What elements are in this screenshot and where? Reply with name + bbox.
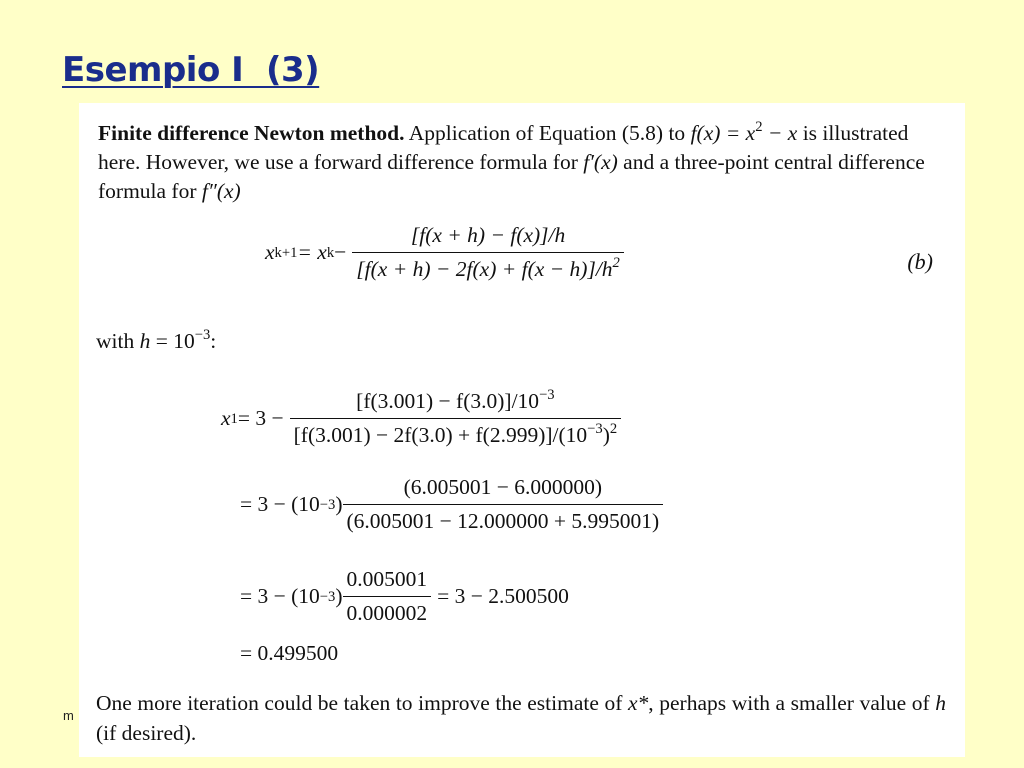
eq-b-denominator-sup: 2 [612,254,620,271]
step1-eq: = 3 − [237,406,284,430]
step1-numerator-sup: −3 [539,386,555,403]
closing-text-2: , perhaps with a smaller value of [648,691,936,715]
step-2: = 3 − (10 −3 ) $\frac{(6.005001 - 6.000000)}{(6.005001 - 12.000000 + 5.995001)}$ [240,475,669,534]
eq-b-fraction [352,223,624,282]
with-eq: = 10 [150,329,195,353]
eq-b-minus: − [334,240,347,264]
step1-numerator-text: [f(3.001) − f(3.0)]/10 [356,389,540,413]
intro-fx: f(x) = x [690,121,756,145]
step-4 [240,641,338,666]
intro-fprime: f′(x) [583,150,618,174]
intro-text-1: Application of Equation (5.8) to [408,121,691,145]
step3-numerator: 0.005001 [346,567,428,591]
with-colon: : [210,329,217,353]
step3-suffix: = 3 − 2.500500 [437,584,569,608]
eq-b-mid: = x [297,240,327,264]
intro-fdoubleprime: f″(x) [201,179,241,203]
step3-prefix-tail: ) [335,584,343,608]
slide-footnote: m [63,708,74,723]
eq-b-denominator [352,252,624,282]
step3-denominator: 0.000002 [343,596,432,626]
step4-text: = 0.499500 [240,641,339,665]
intro-fx-exp: 2 [755,118,763,135]
intro-fx-tail: − x [762,121,798,145]
intro-text-3: and a three-point central difference formula for [98,150,925,203]
eq-b-denominator-text: [f(x + h) − 2f(x) + f(x − h)]/h [356,257,613,281]
step1-denominator [290,418,622,448]
step3-fraction [343,567,432,626]
intro-text-2: is illustrated here. However, we use a forward difference formula for [98,121,909,174]
closing-h: h [935,691,946,715]
step1-denominator-text: [f(3.001) − 2f(3.0) + f(2.999)]/(10 [293,423,588,447]
with-h-line [96,326,217,354]
step1-denominator-tail: ) [602,423,610,447]
step1-denominator-tail-sup: 2 [609,420,618,437]
step1-lhs: x [221,406,231,430]
intro-bold-lead: Finite difference Newton method. [98,121,405,145]
with-sup: −3 [194,326,211,343]
step3-prefix: = 3 − (10 [240,584,320,608]
eq-b-lhs: x [265,240,275,264]
step1-numerator [352,386,558,418]
step2-fraction [343,475,664,534]
eq-b-numerator: [f(x + h) − f(x)]/h [410,223,566,247]
step-1: x 1 = 3 − $\frac{[f(3.001) - f(3.0)]/10^{-3}}{[f(3.001) - 2f(3.0) + f(2.999)]/(10^{-3})^2}$ [221,389,627,448]
equation-b: x k+1 = x k − $\frac{[f(x + h) - f(x)]/h}{[f(x + h) - 2f(x) + f(x - h)]/h^2}$ [265,223,630,282]
step2-prefix: = 3 − (10 [240,492,320,516]
with-text: with [96,329,140,353]
closing-xstar: x* [628,691,649,715]
step2-numerator: (6.005001 − 6.000000) [403,475,603,499]
step1-denominator-sup: −3 [587,420,603,437]
step2-prefix-tail: ) [335,492,343,516]
step-3: = 3 − (10 −3 ) $\frac{0.005001}{0.000002}$ = 3 − 2.500500 [240,567,569,625]
step1-fraction [290,386,622,448]
equation-label: (b) [907,249,933,274]
intro-paragraph [98,119,948,206]
closing-text-1: One more iteration could be taken to improve the estimate of [96,691,628,715]
scanned-page [79,103,965,757]
step2-denominator: (6.005001 − 12.000000 + 5.995001) [343,504,664,534]
slide-title: Esempio I (3) [62,50,320,90]
closing-paragraph [96,688,946,748]
closing-text-3: (if desired). [96,721,197,745]
with-h-var: h [139,329,151,353]
